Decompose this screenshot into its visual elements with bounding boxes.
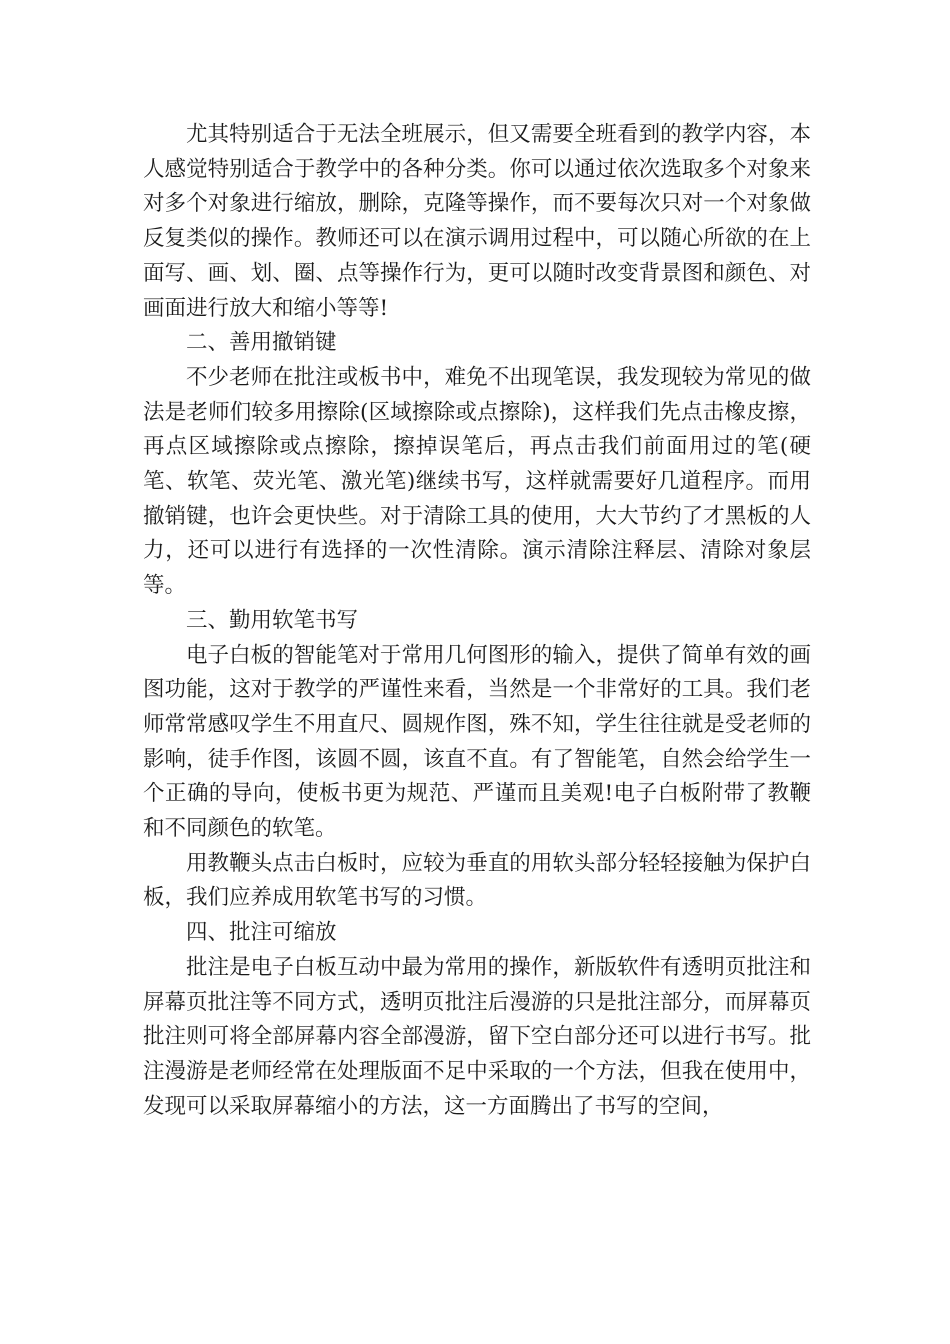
section-heading-undo-key: 二、善用撤销键 xyxy=(186,330,337,356)
section-heading-annotation-zoom: 四、批注可缩放 xyxy=(186,920,337,946)
paragraph-undo-key: 不少老师在批注或板书中，难免不出现笔误，我发现较为常见的做法是老师们较多用擦除(区域擦除或点擦除)，这样我们先点击橡皮擦，再点区域擦除或点擦除，擦掉误笔后，再点击我们前面用过的笔(硬笔、软笔、荧光笔、激光笔)继续书写，这样就需要好几道程序。而用撤销键，也许会更快些。对于清除工具的使用，大大节约了才黑板的人力，还可以进行有选择的一次性清除。演示清除注释层、清除对象层等。 xyxy=(143,364,811,599)
paragraph-smart-pen: 电子白板的智能笔对于常用几何图形的输入，提供了简单有效的画图功能，这对于教学的严谨性来看，当然是一个非常好的工具。我们老师常常感叹学生不用直尺、圆规作图，殊不知，学生往往就是受老师的影响，徒手作图，该圆不圆，该直不直。有了智能笔，自然会给学生一个正确的导向，使板书更为规范、严谨而且美观!电子白板附带了教鞭和不同颜色的软笔。 xyxy=(143,642,811,842)
paragraph-whiteboard-uses: 尤其特别适合于无法全班展示，但又需要全班看到的教学内容，本人感觉特别适合于教学中的各种分类。你可以通过依次选取多个对象来对多个对象进行缩放，删除，克隆等操作，而不要每次只对一个对象做反复类似的操作。教师还可以在演示调用过程中，可以随心所欲的在上面写、画、划、圈、点等操作行为，更可以随时改变背景图和颜色、对画面进行放大和缩小等等! xyxy=(143,122,811,321)
paragraph-pointer-usage: 用教鞭头点击白板时，应较为垂直的用软头部分轻轻接触为保护白板，我们应养成用软笔书写的习惯。 xyxy=(143,850,811,911)
document-body xyxy=(143,118,811,1124)
paragraph-annotation: 批注是电子白板互动中最为常用的操作，新版软件有透明页批注和屏幕页批注等不同方式，透明页批注后漫游的只是批注部分，而屏幕页批注则可将全部屏幕内容全部漫游，留下空白部分还可以进行书写。批注漫游是老师经常在处理版面不足中采取的一个方法，但我在使用中，发现可以采取屏幕缩小的方法，这一方面腾出了书写的空间， xyxy=(143,954,811,1119)
section-heading-soft-pen: 三、勤用软笔书写 xyxy=(186,607,359,633)
